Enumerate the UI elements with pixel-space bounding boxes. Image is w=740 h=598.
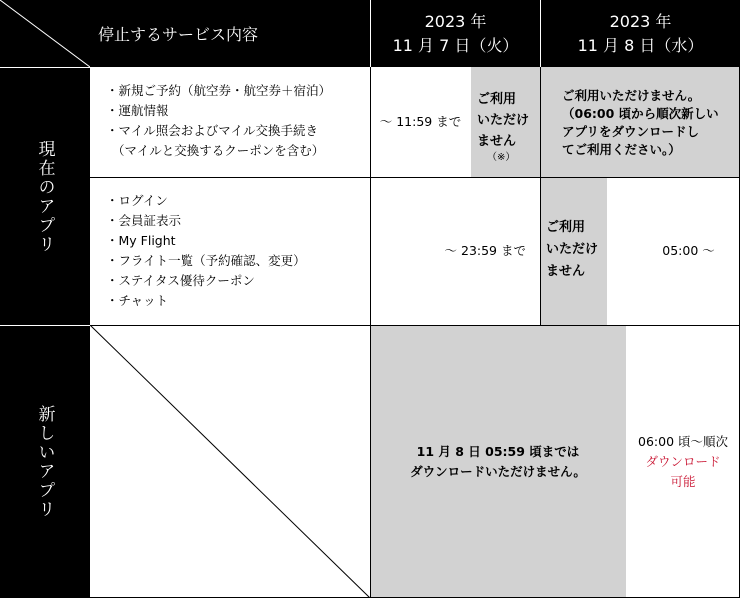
row1-nov7-until: ～ 11:59 まで bbox=[379, 114, 462, 129]
row2-service-list bbox=[106, 191, 370, 311]
grid-line bbox=[370, 67, 371, 598]
grid-line bbox=[90, 325, 740, 326]
unavailable-line: いただけ bbox=[546, 242, 599, 257]
date-header-nov7 bbox=[370, 0, 540, 67]
row2-nov8-from-cell bbox=[607, 177, 740, 325]
new-app-available-cell bbox=[626, 325, 740, 598]
row2-nov8-unavailable-cell bbox=[540, 177, 607, 325]
unavailable-line: いただけ bbox=[477, 113, 530, 128]
new-app-available-from: 06:00 頃～順次 bbox=[638, 433, 728, 449]
not-applicable-diagonal bbox=[90, 325, 370, 598]
list-item: ・My Flight bbox=[106, 233, 176, 248]
grid-line bbox=[540, 67, 541, 325]
row1-nov7-unavailable-cell bbox=[471, 67, 540, 177]
date-year: 2023 年 bbox=[424, 11, 487, 31]
grid-line bbox=[90, 177, 740, 178]
date-day: 11 月 8 日（水） bbox=[577, 35, 704, 55]
list-item: ・ステイタス優待クーポン bbox=[106, 273, 255, 288]
current-app-label: 現在のアプリ bbox=[34, 139, 55, 254]
new-app-label: 新しいアプリ bbox=[34, 405, 55, 519]
header-corner bbox=[0, 0, 90, 67]
new-app-possible-label: 可能 bbox=[670, 473, 696, 489]
new-app-download-label: ダウンロード bbox=[645, 453, 721, 469]
row2-nov7-until: ～ 23:59 まで bbox=[444, 243, 526, 258]
list-item: ・会員証表示 bbox=[106, 213, 182, 228]
row1-nov8-line: てご利用ください。） bbox=[562, 142, 681, 157]
row1-services-cell bbox=[90, 67, 370, 177]
new-app-unavailable-cell bbox=[370, 325, 626, 598]
unavailable-line: ません bbox=[546, 264, 586, 279]
list-item: ・マイル照会およびマイル交換手続き bbox=[106, 123, 319, 138]
date-header-nov8 bbox=[540, 0, 740, 67]
service-title: 停止するサービス内容 bbox=[98, 25, 259, 44]
row2-nov7-until-cell bbox=[370, 177, 540, 325]
list-item: ・ログイン bbox=[106, 193, 168, 208]
row2-services-cell bbox=[90, 177, 370, 325]
date-year: 2023 年 bbox=[609, 11, 672, 31]
list-item: ・チャット bbox=[106, 293, 169, 308]
new-app-label-cell bbox=[0, 325, 90, 598]
footnote-mark: （※） bbox=[487, 152, 516, 163]
row1-nov8-cell bbox=[540, 67, 740, 177]
date-day: 11 月 7 日（火） bbox=[392, 35, 519, 55]
service-title-cell bbox=[90, 0, 370, 67]
row2-nov8-from: 05:00 ～ bbox=[662, 243, 715, 258]
new-app-grey-line: ダウンロードいただけません。 bbox=[410, 463, 586, 479]
row1-nov8-line: ご利用いただけません。 bbox=[562, 88, 701, 103]
new-app-na-cell bbox=[90, 325, 370, 598]
unavailable-line: ご利用 bbox=[546, 220, 586, 235]
list-item: ・新規ご予約（航空券・航空券＋宿泊） bbox=[106, 83, 332, 98]
list-item: ・フライト一覧（予約確認、変更） bbox=[106, 253, 306, 268]
current-app-label-cell bbox=[0, 67, 90, 325]
row1-nov8-line: （06:00 頃から順次新しい bbox=[562, 106, 719, 121]
row1-nov7-until-cell bbox=[370, 67, 471, 177]
new-app-grey-line: 11 月 8 日 05:59 頃までは bbox=[416, 443, 580, 459]
list-item: ・運航情報 bbox=[106, 103, 169, 118]
header-diagonal-line bbox=[0, 0, 90, 67]
row1-service-list bbox=[106, 81, 370, 161]
unavailable-line: ご利用 bbox=[477, 92, 517, 107]
row1-nov8-line: アプリをダウンロードし bbox=[562, 124, 700, 139]
unavailable-line: ません bbox=[477, 134, 517, 149]
list-item: （マイルと交換するクーポンを含む） bbox=[112, 143, 325, 158]
